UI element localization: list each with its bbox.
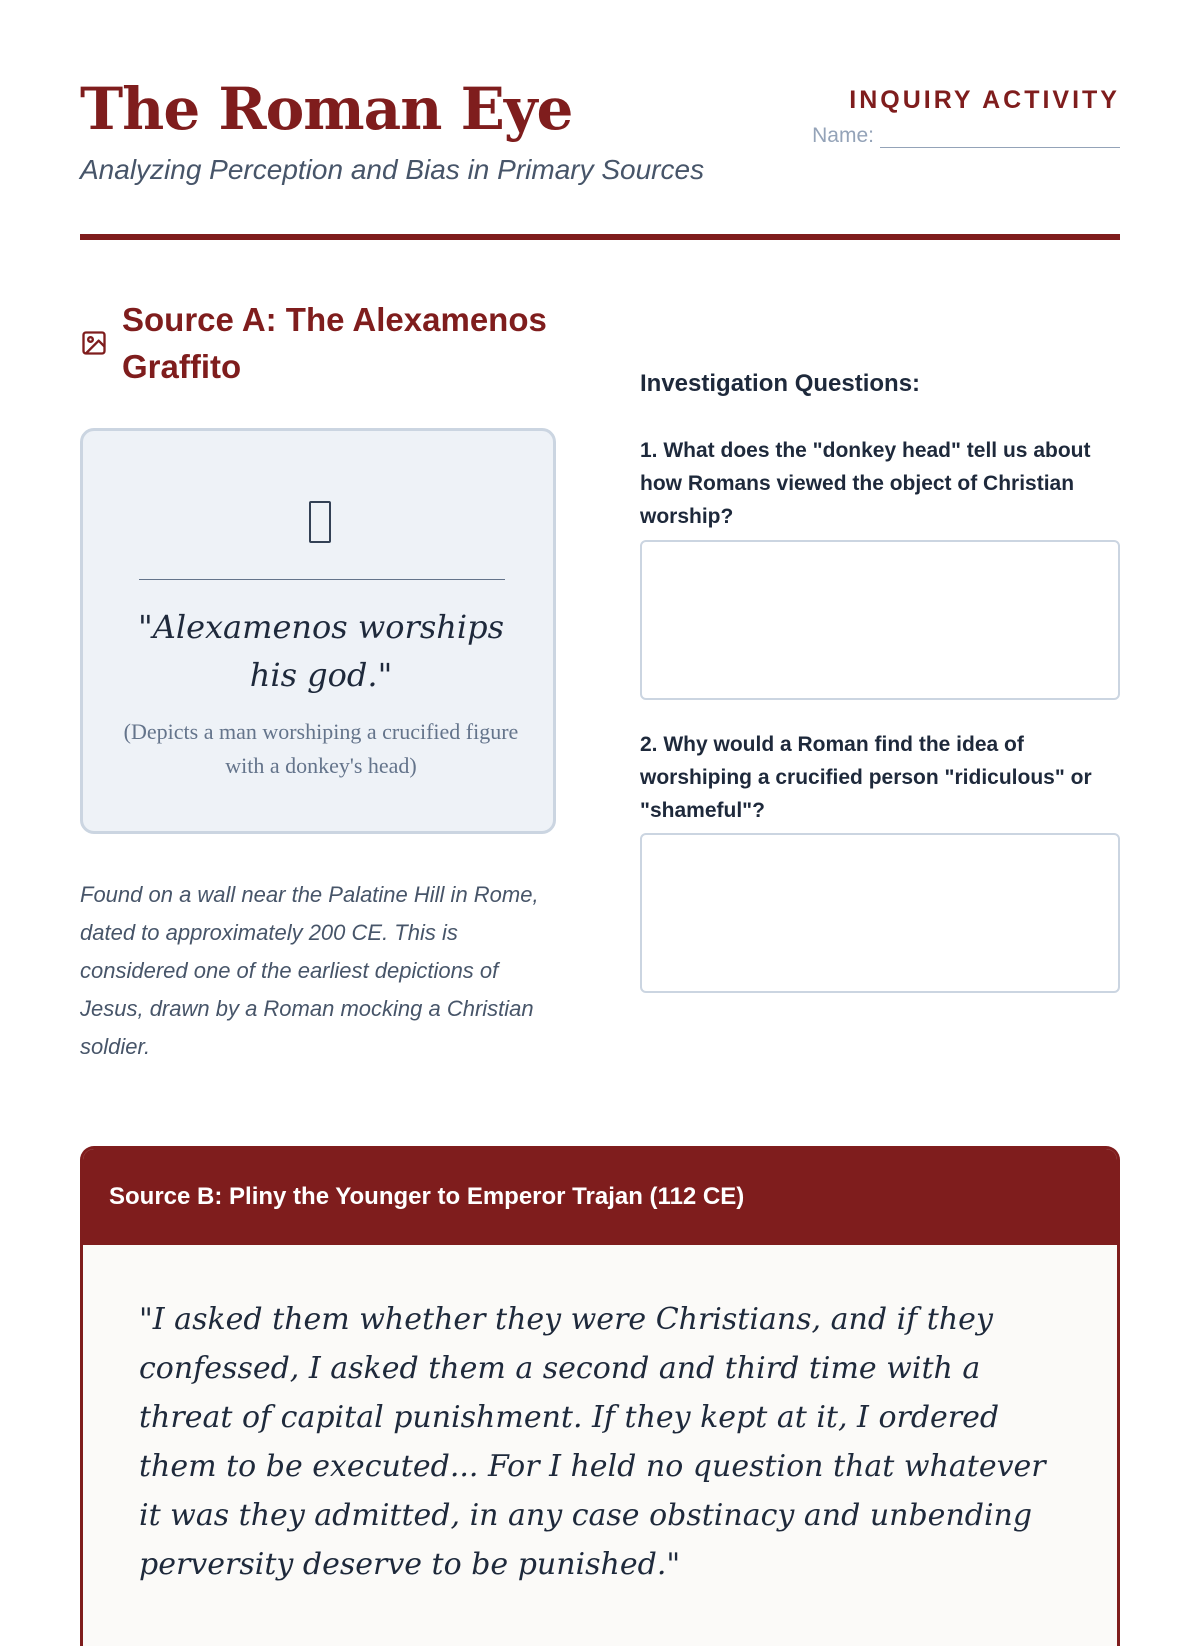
source-b-quote: "I asked them whether they were Christians, and if they confessed, I asked them a second and third time with a threat of capital punishment. If they kept at it, I ordered them to be executed... For I held no question that whatever it was they admitted, in any case obstinacy and unbending perversity deserve to be punished." <box>139 1302 1046 1582</box>
question-1: 1. What does the "donkey head" tell us about how Romans viewed the object of Christian worship? <box>640 439 1091 528</box>
image-icon <box>80 329 108 357</box>
worksheet-page <box>80 0 1120 1600</box>
activity-tag: INQUIRY ACTIVITY <box>849 86 1120 114</box>
page-subtitle: Analyzing Perception and Bias in Primary Sources <box>80 154 705 185</box>
source-a-provenance: Found on a wall near the Palatine Hill in Rome, dated to approximately 200 CE. This is considered one of the earliest depictions of Jesus, drawn by a Roman mocking a Christian soldier. <box>80 882 539 1059</box>
page-title: The Roman Eye <box>80 75 573 143</box>
name-label: Name: <box>812 124 874 147</box>
name-field[interactable] <box>812 124 1120 148</box>
header-divider <box>80 234 1120 240</box>
source-b-title: Source B: Pliny the Younger to Emperor Trajan (112 CE) <box>109 1183 745 1210</box>
question-2: 2. Why would a Roman find the idea of worshiping a crucified person "ridiculous" or "shameful"? <box>640 733 1092 822</box>
missing-glyph-icon <box>309 501 331 543</box>
answer-box-1[interactable] <box>640 540 1120 700</box>
source-b-card <box>80 1146 1120 1646</box>
name-blank-line[interactable] <box>880 125 1120 148</box>
graffito-card <box>80 428 556 834</box>
graffito-description: (Depicts a man worshiping a crucified figure with a donkey's head) <box>123 719 519 778</box>
card-divider <box>139 579 505 580</box>
source-a-heading <box>80 296 560 390</box>
source-a-title: Source A: The Alexamenos Graffito <box>122 301 547 385</box>
source-b-header <box>83 1149 1117 1245</box>
graffito-quote: "Alexamenos worships his god." <box>138 608 504 694</box>
answer-box-2[interactable] <box>640 833 1120 993</box>
questions-heading: Investigation Questions: <box>640 370 921 397</box>
